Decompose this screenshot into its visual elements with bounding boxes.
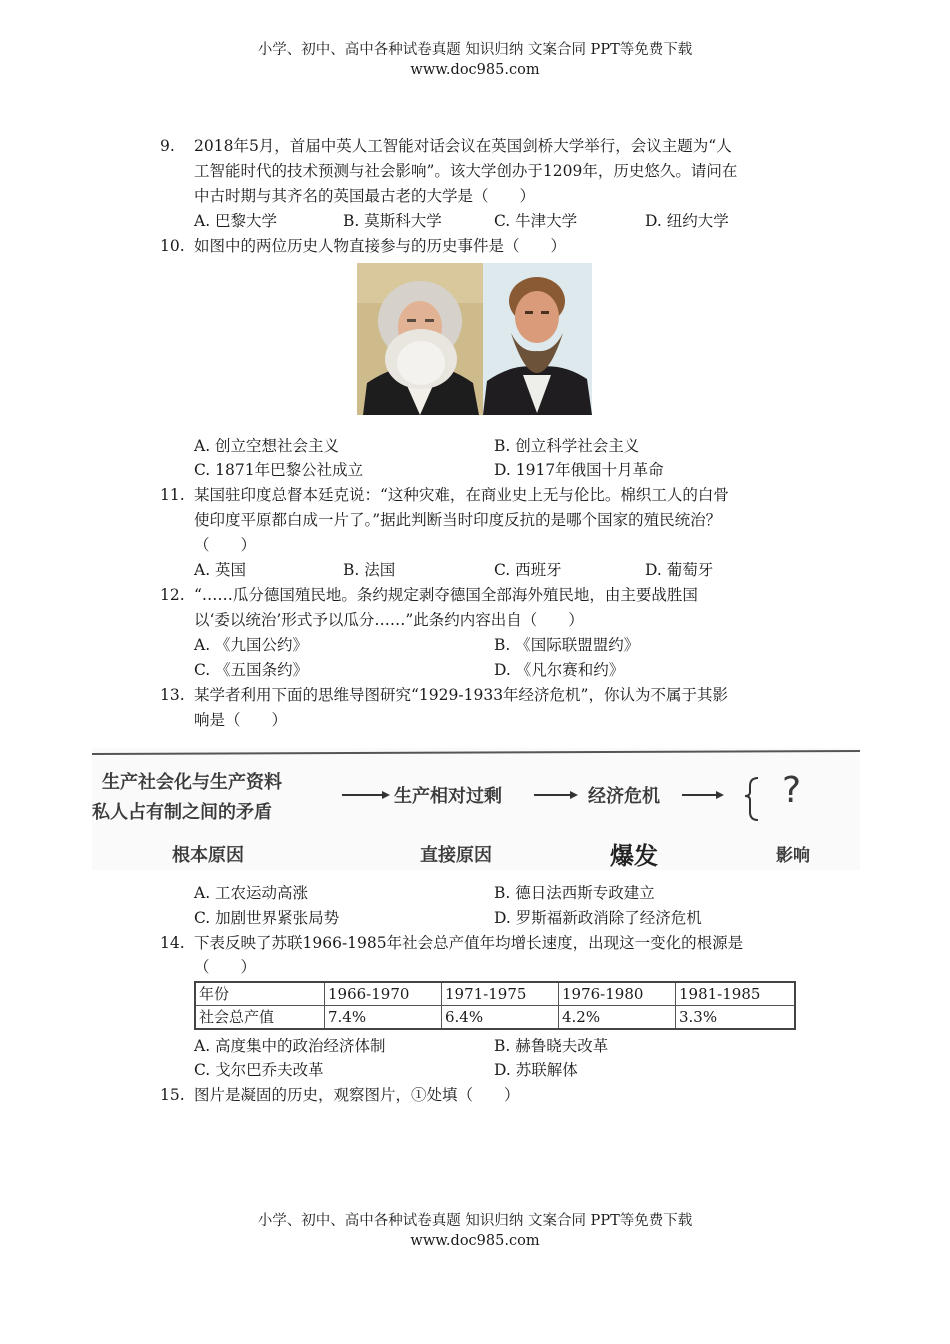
q9-option-a[interactable]: A. 巴黎大学 [194, 212, 278, 230]
q15-stem: 图片是凝固的历史，观察图片，①处填（ ） [194, 1086, 520, 1104]
q9-stem-line: 2018年5月，首届中英人工智能对话会议在英国剑桥大学举行，会议主题为“人 [194, 137, 732, 155]
table-cell: 1976-1980 [559, 982, 676, 1006]
q12-option-b[interactable]: B. 《国际联盟盟约》 [494, 636, 640, 654]
table-cell: 6.4% [442, 1006, 559, 1030]
q10-option-d[interactable]: D. 1917年俄国十月革命 [494, 461, 664, 479]
q14-number: 14. [160, 934, 185, 952]
footer-title: 小学、初中、高中各种试卷真题 知识归纳 文案合同 PPT等免费下载 [257, 1213, 693, 1229]
q9-number: 9. [160, 137, 175, 155]
q13-number: 13. [160, 686, 185, 704]
q9-option-c[interactable]: C. 牛津大学 [494, 212, 578, 230]
q12-stem-line: 以‘委以统治’形式予以瓜分……”此条约内容出自（ ） [194, 611, 584, 629]
q13-stem-line: 某学者利用下面的思维导图研究“1929-1933年经济危机”，你认为不属于其影 [194, 686, 728, 704]
q11-option-a[interactable]: A. 英国 [194, 561, 247, 579]
mindmap-cause-line1: 生产社会化与生产资料 [102, 772, 282, 793]
q13-option-c[interactable]: C. 加剧世界紧张局势 [194, 909, 340, 927]
portrait-engels-image [483, 263, 592, 415]
mindmap-question-mark: ? [782, 770, 802, 811]
table-cell: 社会总产值 [195, 1006, 325, 1030]
q11-option-b[interactable]: B. 法国 [343, 561, 396, 579]
table-row [195, 1006, 795, 1030]
mindmap-label-outbreak: 爆发 [610, 842, 658, 870]
q10-option-b[interactable]: B. 创立科学社会主义 [494, 437, 640, 455]
table-cell: 7.4% [325, 1006, 442, 1030]
q14-option-d[interactable]: D. 苏联解体 [494, 1061, 578, 1079]
table-cell: 年份 [195, 982, 325, 1006]
q12-stem-line: “……瓜分德国殖民地。条约规定剥夺德国全部海外殖民地，由主要战胜国 [194, 586, 698, 604]
q14-option-c[interactable]: C. 戈尔巴乔夫改革 [194, 1061, 324, 1079]
arrow-head [570, 791, 578, 799]
q11-stem-line: 使印度平原都白成一片了。”据此判断当时印度反抗的是哪个国家的殖民统治？ [194, 511, 722, 529]
q12-option-a[interactable]: A. 《九国公约》 [194, 636, 309, 654]
mindmap-label-impact: 影响 [776, 846, 810, 866]
table-cell: 1966-1970 [325, 982, 442, 1006]
header-url[interactable]: www.doc985.com [410, 62, 540, 78]
q15-number: 15. [160, 1086, 185, 1104]
table-cell: 4.2% [559, 1006, 676, 1030]
q14-stem-line: （ ） [194, 958, 257, 976]
table-cell: 1971-1975 [442, 982, 559, 1006]
q14-stem-line: 下表反映了苏联1966-1985年社会总产值年均增长速度，出现这一变化的根源是 [194, 934, 744, 952]
q12-number: 12. [160, 586, 185, 604]
q11-number: 11. [160, 486, 185, 504]
table-header-row [195, 982, 795, 1006]
header-title: 小学、初中、高中各种试卷真题 知识归纳 文案合同 PPT等免费下载 [257, 42, 693, 58]
arrow-head [382, 791, 390, 799]
q10-option-c[interactable]: C. 1871年巴黎公社成立 [194, 461, 364, 479]
q10-number: 10. [160, 237, 185, 255]
brace-icon [745, 778, 758, 820]
q11-option-c[interactable]: C. 西班牙 [494, 561, 562, 579]
q9-option-b[interactable]: B. 莫斯科大学 [343, 212, 442, 230]
q9-stem-line: 中古时期与其齐名的英国最古老的大学是（ ） [194, 187, 536, 205]
q13-option-a[interactable]: A. 工农运动高涨 [194, 884, 309, 902]
mindmap-cause-line2: 私人占有制之间的矛盾 [92, 802, 272, 823]
q9-stem-line: 工智能时代的技术预测与社会影响”。该大学创办于1209年，历史悠久。请问在 [194, 162, 738, 180]
q11-stem-line: （ ） [194, 536, 257, 554]
table-cell: 1981-1985 [676, 982, 796, 1006]
mindmap-overproduction: 生产相对过剩 [394, 786, 502, 807]
q10-stem: 如图中的两位历史人物直接参与的历史事件是（ ） [194, 237, 567, 255]
q13-option-b[interactable]: B. 德日法西斯专政建立 [494, 884, 655, 902]
arrow-head [716, 791, 724, 799]
table-cell: 3.3% [676, 1006, 796, 1030]
q11-stem-line: 某国驻印度总督本廷克说：“这种灾难，在商业史上无与伦比。棉织工人的白骨 [194, 486, 729, 504]
portrait-marx-image [357, 263, 483, 415]
mindmap-economic-crisis: 经济危机 [588, 786, 660, 807]
footer-url[interactable]: www.doc985.com [410, 1233, 540, 1249]
q11-option-d[interactable]: D. 葡萄牙 [645, 561, 714, 579]
portrait-marx [357, 263, 483, 415]
mindmap-label-root-cause: 根本原因 [172, 845, 244, 866]
mindmap-figure [92, 748, 860, 870]
q13-option-d[interactable]: D. 罗斯福新政消除了经济危机 [494, 909, 702, 927]
q10-option-a[interactable]: A. 创立空想社会主义 [194, 437, 340, 455]
portrait-engels [483, 263, 592, 415]
gdp-growth-table [194, 981, 796, 1030]
q12-option-c[interactable]: C. 《五国条约》 [194, 661, 309, 679]
q9-option-d[interactable]: D. 纽约大学 [645, 212, 729, 230]
q14-option-b[interactable]: B. 赫鲁晓夫改革 [494, 1037, 609, 1055]
q13-stem-line: 响是（ ） [194, 711, 288, 729]
mindmap-top-rule [92, 751, 860, 754]
q12-option-d[interactable]: D. 《凡尔赛和约》 [494, 661, 625, 679]
q14-option-a[interactable]: A. 高度集中的政治经济体制 [194, 1037, 386, 1055]
mindmap-label-direct-cause: 直接原因 [420, 845, 492, 866]
